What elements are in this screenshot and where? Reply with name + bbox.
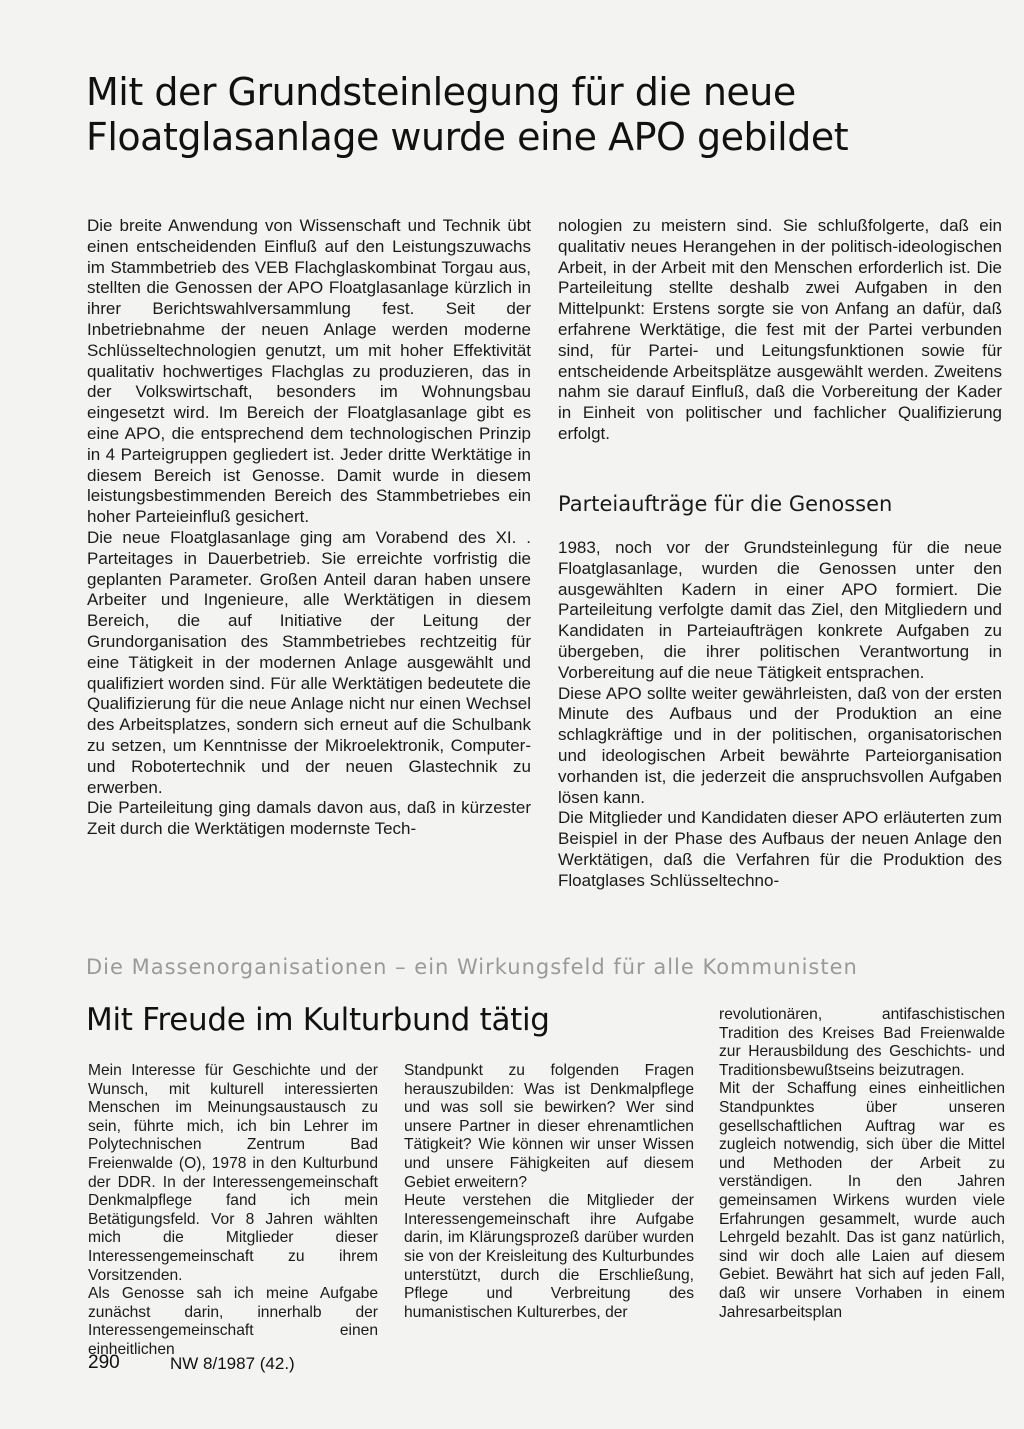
article2-paragraph: Heute verstehen die Mitglieder der Interessengemeinschaft ihre Aufgabe darin, im Klärungsprozeß darüber wurden sie von der Kreisleitung des Kulturbundes unterstützt, durch die Erschließung, Pflege und Verbreitung des humanistischen Kulturerbes, der xyxy=(404,1192,694,1321)
article1-right-column-continued xyxy=(558,538,1002,892)
article2-paragraph: revolutionären, antifaschistischen Tradition des Kreises Bad Freienwalde zur Herausbildung des Geschichts- und Traditionsbewußtseins beizutragen. xyxy=(719,1006,1005,1079)
section-rubric: Die Massenorganisationen – ein Wirkungsfeld für alle Kommunisten xyxy=(86,955,858,979)
article1-paragraph: nologien zu meistern sind. Sie schlußfolgerte, daß ein qualitativ neues Herangehen in der politisch-ideologischen Arbeit, in der Arbeit mit den Menschen erforderlich ist. Die Parteileitung stellte deshalb zwei Aufgaben in den Mittelpunkt: Erstens sorgte sie von Anfang an dafür, daß erfahrene Werktätige, die fest mit der Partei verbunden sind, für Partei- und Leitungsfunktionen sowie für entscheidende Arbeitsplätze ausgewählt werden. Zweitens nahm sie darauf Einfluß, daß die Vorbereitung der Kader in Einheit von politischer und fachlicher Qualifizierung erfolgt. xyxy=(558,216,1002,443)
headline-line-1: Mit der Grundsteinlegung für die neue xyxy=(86,70,796,114)
article1-paragraph: 1983, noch vor der Grundsteinlegung für die neue Floatglasanlage, wurden die Genossen unter den ausgewählten Kadern in einer APO formiert. Die Parteileitung verfolgte damit das Ziel, den Mitgliedern und Kandidaten in Parteiaufträgen konkrete Aufgaben zu übergeben, die ihrer politischen Verantwortung in Vorbereitung auf die neue Tätigkeit entsprachen. xyxy=(558,538,1002,682)
article2-paragraph: Mein Interesse für Geschichte und der Wunsch, mit kulturell interessierten Menschen im Meinungsaustausch zu sein, führte mich, ich bin Lehrer im Polytechnischen Zentrum Bad Freienwalde (O), 1978 in den Kulturbund der DDR. In der Interessengemeinschaft Denkmalpflege fand ich mein Betätigungsfeld. Vor 8 Jahren wählten mich die Mitglieder dieser Interessengemeinschaft zu ihrem Vorsitzenden. xyxy=(88,1062,378,1284)
article1-paragraph: Die breite Anwendung von Wissenschaft und Technik übt einen entscheidenden Einfluß auf den Leistungszuwachs im Stammbetrieb des VEB Flachglaskombinat Torgau aus, stellten die Genossen der APO Floatglasanlage kürzlich in ihrer Berichtswahlversammlung fest. Seit der Inbetriebnahme der neuen Anlage werden moderne Schlüsseltechnologien genutzt, um mit hoher Effektivität qualitativ hochwertiges Flachglas zu produzieren, das in der Volkswirtschaft, besonders im Wohnungsbau eingesetzt wird. Im Bereich der Floatglasanlage gibt es eine APO, die entsprechend dem technologischen Prinzip in 4 Parteigruppen gegliedert ist. Jeder dritte Werktätige in diesem Bereich ist Genosse. Damit wurde in diesem leistungsbestimmenden Bereich des Stammbetriebes ein hoher Parteieinfluß gesichert. xyxy=(87,216,531,527)
article1-subheading: Parteiaufträge für die Genossen xyxy=(558,492,893,516)
article1-paragraph: Diese APO sollte weiter gewährleisten, daß von der ersten Minute des Aufbaus und der Produktion an eine schlagkräftige und in der politischen, organisatorischen und ideologischen Arbeit bewährte Parteiorganisation vorhanden ist, die jederzeit die anspruchsvollen Aufgaben lösen kann. xyxy=(558,683,1002,807)
issue-citation: NW 8/1987 (42.) xyxy=(170,1354,295,1373)
article1-paragraph: Die neue Floatglasanlage ging am Vorabend des XI. . Parteitages in Dauerbetrieb. Sie erreichte vorfristig die geplanten Parameter. Großen Anteil daran haben unsere Arbeiter und Ingenieure, alle Werktätigen in diesem Bereich, die auf Initiative der Leitung der Grundorganisation des Stammbetriebes rechtzeitig für eine Tätigkeit in der modernen Anlage ausgewählt und qualifiziert worden sind. Für alle Werktätigen bedeutete die Qualifizierung für die neue Anlage nicht nur einen Wechsel des Arbeitsplatzes, sondern sich erneut auf die Schulbank zu setzen, um Kenntnisse der Mikroelektronik, Computer- und Robotertechnik und der neuen Glastechnik zu erwerben. xyxy=(87,527,531,797)
article1-paragraph: Die Parteileitung ging damals davon aus, daß in kürzester Zeit durch die Werktätigen modernste Tech- xyxy=(87,798,531,839)
article1-right-column xyxy=(558,216,1002,445)
article2-paragraph: Standpunkt zu folgenden Fragen herauszubilden: Was ist Denkmalpflege und was soll sie bewirken? Wer sind unsere Partner in dieser ehrenamtlichen Tätigkeit? Wie können wir unser Wissen und unsere Fähigkeiten auf diesem Gebiet erweitern? xyxy=(404,1062,694,1191)
article1-paragraph: Die Mitglieder und Kandidaten dieser APO erläuterten zum Beispiel in der Phase des Aufbaus der neuen Anlage den Werktätigen, daß die Verfahren für die Produktion des Floatglases Schlüsseltechno- xyxy=(558,808,1002,890)
article2-paragraph: Als Genosse sah ich meine Aufgabe zunächst darin, innerhalb der Interessengemeinschaft einen einheitlichen xyxy=(88,1285,378,1358)
article-headline xyxy=(86,70,986,160)
article2-headline: Mit Freude im Kulturbund tätig xyxy=(86,1002,550,1038)
article1-left-column xyxy=(87,216,531,840)
article2-paragraph: Mit der Schaffung eines einheitlichen Standpunktes über unseren gesellschaftlichen Auftrag war es zugleich notwendig, sich über die Mittel und Methoden der Arbeit zu verständigen. In den Jahren gemeinsamen Wirkens wurden viele Erfahrungen gesammelt, wurde auch Lehrgeld bezahlt. Das ist ganz natürlich, sind wir doch alle Laien auf diesem Gebiet. Bewährt hat sich auf jeden Fall, daß wir unsere Vorhaben in einem Jahresarbeitsplan xyxy=(719,1080,1005,1321)
article2-column-1 xyxy=(88,1062,378,1360)
article2-column-3 xyxy=(719,1006,1005,1322)
page-number: 290 xyxy=(88,1352,120,1373)
headline-line-2: Floatglasanlage wurde eine APO gebildet xyxy=(86,115,849,159)
article2-column-2 xyxy=(404,1062,694,1322)
